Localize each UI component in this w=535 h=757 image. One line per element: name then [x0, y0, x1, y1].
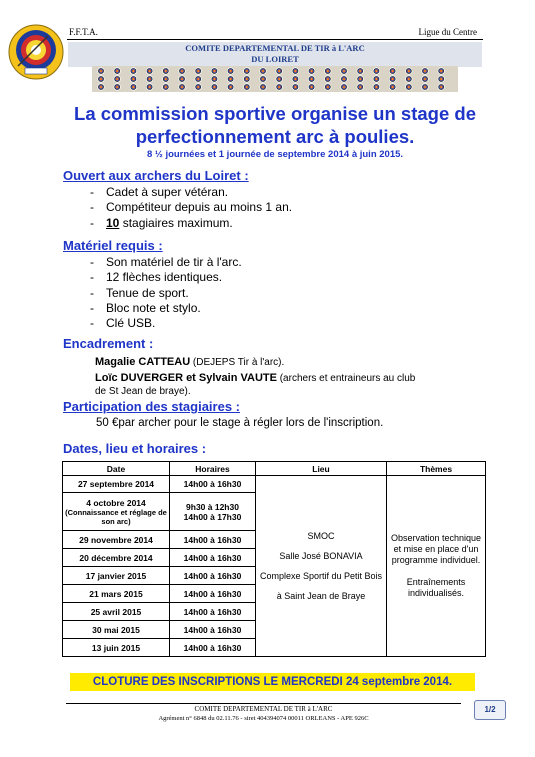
page-title — [40, 102, 510, 148]
target-face-ring — [343, 78, 345, 80]
date-cell — [63, 493, 170, 531]
target-face-ring — [246, 86, 248, 88]
target-face-ring — [295, 70, 297, 72]
target-face-ring — [181, 78, 183, 80]
target-face-ring — [440, 70, 442, 72]
target-face-ring — [359, 70, 361, 72]
registration-closing-banner: CLOTURE DES INSCRIPTIONS LE MERCREDI 24 septembre 2014. — [70, 673, 475, 691]
themes-cell — [387, 476, 486, 657]
themes-line-1: Observation technique et mise en place d'un programme individuel. — [390, 533, 482, 565]
table-row — [63, 476, 486, 493]
target-face-ring — [181, 70, 183, 72]
location-line: à Saint Jean de Braye — [276, 590, 366, 601]
target-faces-banner — [92, 66, 458, 92]
target-face-ring — [214, 70, 216, 72]
column-header: Thèmes — [387, 462, 486, 476]
staff-role-2: (archers et entraineurs au club — [276, 373, 416, 384]
list-item: - Clé USB. — [90, 316, 242, 331]
hours-text: 9h30 à 12h30 — [186, 501, 239, 512]
target-face-ring — [230, 86, 232, 88]
list-item: - Cadet à super vétéran. — [90, 185, 292, 200]
date-cell: 27 septembre 2014 — [63, 476, 170, 493]
staff-role-2b: de St Jean de braye). — [95, 386, 191, 397]
target-face-ring — [133, 86, 135, 88]
target-face-ring — [408, 86, 410, 88]
target-face-ring — [440, 78, 442, 80]
column-header: Lieu — [256, 462, 387, 476]
target-face-ring — [246, 70, 248, 72]
section-fee-heading: Participation des stagiaires : — [63, 399, 241, 414]
target-face-ring — [116, 70, 118, 72]
hours-cell: 14h00 à 16h30 — [170, 639, 256, 657]
date-cell: 30 mai 2015 — [63, 621, 170, 639]
target-face-ring — [311, 70, 313, 72]
date-note: (Connaissance et réglage de son arc) — [65, 507, 167, 526]
league-label: Ligue du Centre — [418, 27, 477, 37]
page-subtitle: 8 ½ journées et 1 journée de septembre 2014 à juin 2015. — [146, 149, 404, 160]
location-line: Salle José BONAVIA — [279, 550, 363, 561]
target-face-ring — [376, 86, 378, 88]
hours-cell: 14h00 à 16h30 — [170, 531, 256, 549]
federation-label: F.F.T.A. — [69, 27, 98, 37]
target-face-ring — [408, 78, 410, 80]
target-face-ring — [262, 70, 264, 72]
target-face-ring — [230, 70, 232, 72]
hours-cell — [170, 493, 256, 531]
target-face-ring — [424, 86, 426, 88]
target-face-ring — [197, 78, 199, 80]
section-equipment-heading: Matériel requis : — [63, 238, 163, 253]
target-face-ring — [343, 86, 345, 88]
target-face-ring — [327, 86, 329, 88]
footer-rule — [66, 703, 461, 704]
target-face-ring — [197, 86, 199, 88]
target-face-ring — [278, 86, 280, 88]
committee-line-2: DU LOIRET — [251, 54, 299, 64]
equipment-list — [90, 255, 242, 331]
target-face-ring — [116, 86, 118, 88]
table-header-row — [63, 462, 486, 476]
column-header: Date — [63, 462, 170, 476]
list-item — [90, 216, 292, 231]
location-line: Complexe Sportif du Petit Bois — [259, 570, 383, 581]
target-face-ring — [100, 86, 102, 88]
target-face-ring — [311, 78, 313, 80]
footer-committee: COMITE DEPARTEMENTAL DE TIR à L'ARC — [194, 705, 333, 713]
hours-cell: 14h00 à 16h30 — [170, 476, 256, 493]
hours-cell: 14h00 à 16h30 — [170, 585, 256, 603]
target-face-ring — [262, 86, 264, 88]
hours-cell: 14h00 à 16h30 — [170, 603, 256, 621]
section-schedule-heading: Dates, lieu et horaires : — [63, 441, 207, 456]
target-face-ring — [133, 78, 135, 80]
archery-target-logo — [8, 24, 64, 80]
title-line-1: La commission sportive organise un stage de — [74, 103, 476, 124]
hours-cell: 14h00 à 16h30 — [170, 567, 256, 585]
page-number-badge: 1/2 — [474, 700, 506, 720]
column-header: Horaires — [170, 462, 256, 476]
target-face-ring — [295, 78, 297, 80]
target-face-ring — [376, 70, 378, 72]
target-face-ring — [327, 70, 329, 72]
open-to-list — [90, 185, 292, 231]
target-face-ring — [295, 86, 297, 88]
target-face-ring — [230, 78, 232, 80]
target-face-ring — [116, 78, 118, 80]
date-cell: 21 mars 2015 — [63, 585, 170, 603]
target-face-ring — [214, 78, 216, 80]
list-item: - Compétiteur depuis au moins 1 an. — [90, 200, 292, 215]
staff-role-1: (DEJEPS Tir à l'arc). — [190, 357, 285, 368]
staff-person-1 — [95, 356, 284, 369]
date-cell: 25 avril 2015 — [63, 603, 170, 621]
date-cell: 13 juin 2015 — [63, 639, 170, 657]
target-face-ring — [214, 86, 216, 88]
staff-names-2: Loïc DUVERGER et Sylvain VAUTE — [95, 372, 277, 384]
target-face-ring — [359, 86, 361, 88]
list-item: - Bloc note et stylo. — [90, 301, 242, 316]
target-face-ring — [165, 86, 167, 88]
header-rule — [67, 39, 483, 40]
max-count: 10 — [106, 215, 120, 230]
target-face-ring — [343, 70, 345, 72]
date-cell: 29 novembre 2014 — [63, 531, 170, 549]
max-text: stagiaires maximum. — [119, 215, 233, 230]
target-face-ring — [262, 78, 264, 80]
target-face-ring — [327, 78, 329, 80]
schedule-table — [62, 461, 486, 657]
target-face-ring — [392, 78, 394, 80]
target-face-ring — [424, 70, 426, 72]
committee-line-1: COMITE DEPARTEMENTAL DE TIR à L'ARC — [185, 43, 365, 53]
date-text: 4 octobre 2014 — [86, 497, 146, 508]
list-item: - 12 flèches identiques. — [90, 270, 242, 285]
themes-line-2: Entraînements individualisés. — [406, 577, 466, 598]
footer-registration: Agrément n° 6848 du 02.11.76 - siret 404394074 00011 ORLEANS - APE 926C — [158, 715, 369, 722]
target-face-ring — [100, 70, 102, 72]
target-face-ring — [278, 78, 280, 80]
target-face-ring — [165, 70, 167, 72]
hours-text: 14h00 à 17h30 — [183, 511, 242, 522]
target-face-ring — [149, 70, 151, 72]
committee-banner — [68, 42, 482, 67]
hours-cell: 14h00 à 16h30 — [170, 549, 256, 567]
fee-text: 50 €par archer pour le stage à régler lors de l'inscription. — [96, 417, 384, 429]
location-cell — [256, 476, 387, 657]
location-line: SMOC — [307, 530, 335, 541]
target-face-ring — [149, 78, 151, 80]
target-face-ring — [376, 78, 378, 80]
list-item: - Son matériel de tir à l'arc. — [90, 255, 242, 270]
date-cell: 17 janvier 2015 — [63, 567, 170, 585]
target-face-ring — [278, 70, 280, 72]
target-face-ring — [133, 70, 135, 72]
target-face-ring — [197, 70, 199, 72]
hours-cell: 14h00 à 16h30 — [170, 621, 256, 639]
target-face-ring — [246, 78, 248, 80]
target-face-ring — [100, 78, 102, 80]
target-face-ring — [311, 86, 313, 88]
list-item: - Tenue de sport. — [90, 286, 242, 301]
target-face-ring — [359, 78, 361, 80]
staff-persons-2 — [95, 372, 415, 398]
target-face-ring — [392, 86, 394, 88]
section-open-to-heading: Ouvert aux archers du Loiret : — [63, 168, 249, 183]
target-face-ring — [165, 78, 167, 80]
target-face-ring — [440, 86, 442, 88]
target-face-ring — [392, 70, 394, 72]
date-cell: 20 décembre 2014 — [63, 549, 170, 567]
target-face-ring — [149, 86, 151, 88]
target-face-ring — [181, 86, 183, 88]
section-staff-heading: Encadrement : — [63, 336, 154, 351]
target-face-ring — [424, 78, 426, 80]
title-line-2: perfectionnement arc à poulies. — [135, 126, 415, 147]
target-face-ring — [408, 70, 410, 72]
staff-name-1: Magalie CATTEAU — [95, 356, 191, 368]
